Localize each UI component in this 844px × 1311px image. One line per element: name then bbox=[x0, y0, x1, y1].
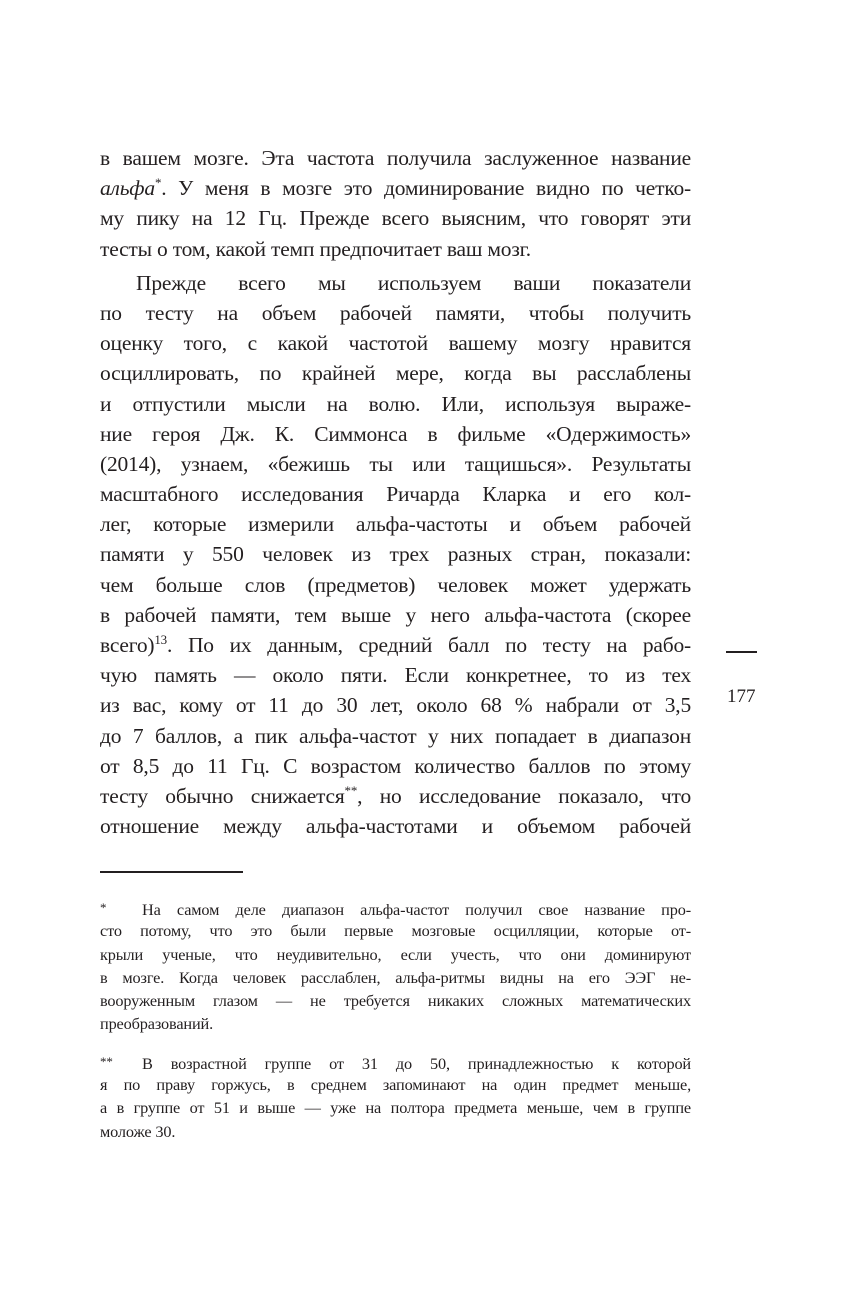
text-line bbox=[100, 173, 691, 203]
text-line: вооруженным глазом — не требуется никаких сложных математических bbox=[100, 991, 691, 1011]
page-number: 177 bbox=[727, 686, 756, 707]
footnote-ref[interactable]: * bbox=[154, 175, 162, 191]
footnote-mark: * bbox=[100, 900, 107, 915]
italic-term: альфа bbox=[100, 176, 155, 201]
main-text bbox=[100, 143, 691, 841]
text-line: отношение между альфа-частотами и объемом рабочей bbox=[100, 814, 691, 839]
footnote-ref[interactable]: ** bbox=[344, 782, 358, 798]
text-span: На самом деле диапазон альфа-частот получил свое название про- bbox=[142, 900, 691, 919]
text-line bbox=[100, 781, 691, 811]
text-line: из вас, кому от 11 до 30 лет, около 68 % набрали от 3,5 bbox=[100, 693, 691, 718]
text-line: от 8,5 до 11 Гц. С возрастом количество баллов по этому bbox=[100, 753, 691, 778]
text-line: по тесту на объем рабочей памяти, чтобы получить bbox=[100, 300, 691, 325]
footnote-mark: ** bbox=[100, 1053, 113, 1069]
text-span: всего) bbox=[100, 633, 155, 657]
footnotes bbox=[100, 896, 691, 1143]
endnote-ref[interactable]: 13 bbox=[154, 632, 167, 647]
text-line: лег, которые измерили альфа-частоты и объем рабочей bbox=[100, 512, 691, 537]
text-line: в вашем мозге. Эта частота получила заслуженное название bbox=[100, 146, 691, 170]
text-line: крыли ученые, что неудивительно, если учесть, что они доминируют bbox=[100, 944, 691, 964]
text-line: моложе 30. bbox=[100, 1121, 176, 1141]
text-line: сто потому, что это были первые мозговые осцилляции, которые от- bbox=[100, 921, 691, 941]
text-line: чую память — около пяти. Если конкретнее, то из тех bbox=[100, 663, 691, 688]
footnote-1 bbox=[100, 896, 691, 1036]
text-line: ние героя Дж. К. Симмонса в фильме «Одержимость» bbox=[100, 421, 691, 446]
page-number-rule bbox=[726, 651, 757, 653]
text-span: . По их данным, средний балл по тесту на рабо- bbox=[166, 633, 691, 657]
text-line: памяти у 550 человек из трех разных стран, показали: bbox=[100, 542, 691, 567]
text-line: в рабочей памяти, тем выше у него альфа-частота (скорее bbox=[100, 602, 691, 627]
text-line: масштабного исследования Ричарда Кларка и его кол- bbox=[100, 482, 691, 507]
footnote-2 bbox=[100, 1050, 691, 1143]
text-line: преобразований. bbox=[100, 1014, 214, 1034]
text-line: тесты о том, какой темп предпочитает ваш мозг. bbox=[100, 236, 531, 261]
text-line: и отпустили мысли на волю. Или, используя выраже- bbox=[100, 391, 691, 416]
text-line: оценку того, с какой частотой вашему мозгу нравится bbox=[100, 331, 691, 356]
text-line: Прежде всего мы используем ваши показатели bbox=[136, 270, 691, 295]
text-line: осциллировать, по крайней мере, когда вы расслаблены bbox=[100, 361, 691, 386]
text-span: , но исследование показало, что bbox=[357, 783, 691, 808]
text-span: . У меня в мозге это доминирование видно по четко- bbox=[161, 176, 691, 201]
text-line: а в группе от 51 и выше — уже на полтора предмета меньше, чем в группе bbox=[100, 1098, 691, 1118]
text-span: В возрастной группе от 31 до 50, принадлежностью к которой bbox=[142, 1053, 691, 1073]
text-line: до 7 баллов, а пик альфа-частот у них попадает в диапазон bbox=[100, 723, 691, 748]
text-line: (2014), узнаем, «бежишь ты или тащишься». Результаты bbox=[100, 451, 691, 476]
footnote-separator bbox=[100, 871, 243, 873]
text-line bbox=[100, 630, 691, 660]
text-span: тесту обычно снижается bbox=[100, 783, 345, 808]
text-line: чем больше слов (предметов) человек может удержать bbox=[100, 572, 691, 597]
text-line: му пику на 12 Гц. Прежде всего выясним, что говорят эти bbox=[100, 206, 691, 231]
text-line: я по праву горжусь, в среднем запоминают на один предмет меньше, bbox=[100, 1075, 691, 1095]
text-line: в мозге. Когда человек расслаблен, альфа-ритмы видны на его ЭЭГ не- bbox=[100, 967, 691, 987]
